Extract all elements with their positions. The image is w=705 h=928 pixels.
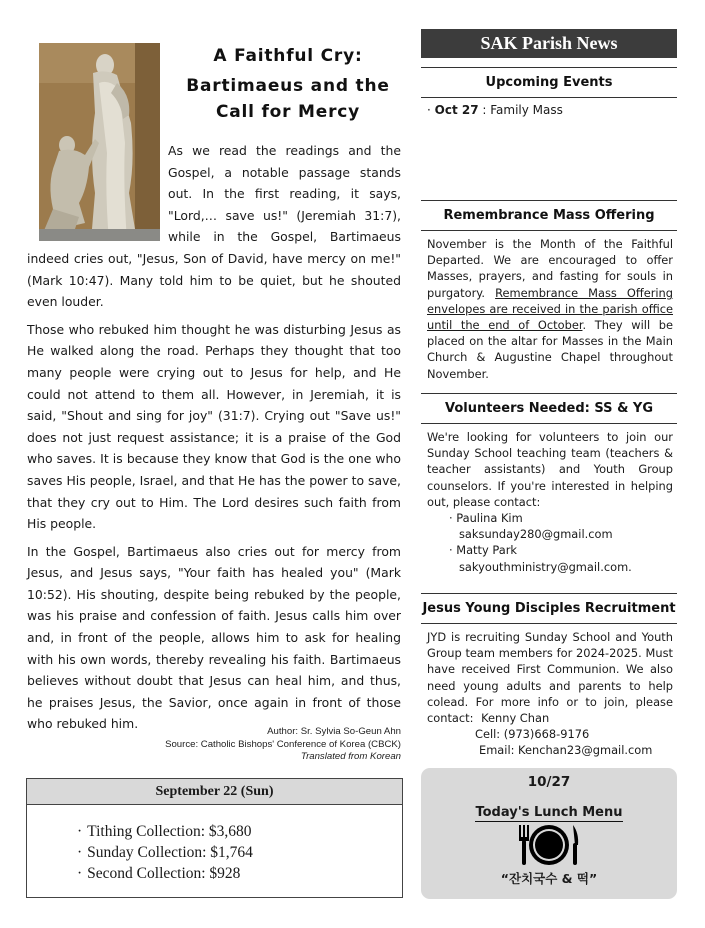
contact-email[interactable]: saksunday280@gmail.com [459,527,613,542]
jyd-text: JYD is recruiting Sunday School and Youth Group team members for 2024-2025. Must have received First Communion. We also need young adults and parents to help colead. For more info or to join, please contact: Kenny Chan Cell: (973)668-9176 Email: Kenchan23@gmail.com [427,630,673,758]
collection-date: September 22 (Sun) [27,779,402,805]
article-author: Author: Sr. Sylvia So-Geun Ahn [267,726,401,737]
upcoming-events-heading: Upcoming Events [421,67,677,98]
contact-name: · Matty Park [449,543,517,557]
article-translation-note: Translated from Korean [300,751,401,762]
volunteers-text: We're looking for volunteers to join our Sunday School teaching team (teachers & teacher assistants) and Youth Group counselors. If you're interested in helping out, please contact: · Paulina Kim saksunday280@gmail.com · Matty Park sakyouthministry@gmail.com. [427,429,673,575]
contact-email[interactable]: sakyouthministry@gmail.com. [459,559,632,574]
article-paragraph: As we read the readings and the Gospel, a notable passage stands out. In the first reading, it says, "Lord,… save us!" (Jeremiah 31:7), while in the Gospel, Bartimaeus indeed cries out, "Jesus, Son of David, have mercy on me!" (Mark 10:47). Many told him to be quiet, but he shouted even louder. [27,143,401,310]
volunteer-contact [449,510,673,542]
article-paragraph: In the Gospel, Bartimaeus also cries out for mercy from Jesus, and Jesus says, "Your faith has healed you" (Mark 10:52). His shouting, despite being rebuked by the people, was his praise and confession of faith. Jesus calls him over and, in front of the people, allows him to ask for healing with his own words, thereby revealing his faith. Bartimaeus believes without doubt that Jesus can heal him, and thus, he praises Jesus, the Savior, once again in front of those who rebuked him. [27,543,401,732]
lunch-menu-box [421,768,677,899]
collection-list [77,821,402,884]
remembrance-text: November is the Month of the Faithful Departed. We are encouraged to offer Masses, prayers, and fasting for souls in purgatory. Remembrance Mass Offering envelopes are received in the parish office until the end of October. They will be placed on the altar for Masses in the Main Church & Augustine Chapel throughout November. [427,237,674,381]
lunch-dish: “잔치국수 & 떡” [500,871,598,886]
article-title [175,43,401,125]
article-title-line2: Bartimaeus and the Call for Mercy [186,76,390,122]
jyd-heading: Jesus Young Disciples Recruitment [421,593,677,624]
volunteer-contact [449,542,673,574]
jyd-email[interactable]: Email: Kenchan23@gmail.com [479,743,653,758]
collection-box [26,778,403,898]
event-name: Family Mass [490,103,563,117]
upcoming-events-list [427,101,673,119]
event-date: Oct 27 [434,103,479,117]
volunteers-heading: Volunteers Needed: SS & YG [421,393,677,424]
remembrance-deadline: Remembrance Mass Offering envelopes are received in the parish office until the end of October [427,285,674,333]
article-title-line1: A Faithful Cry: [213,46,363,66]
jyd-cell: Cell: (973)668-9176 [475,727,590,742]
lunch-title: Today's Lunch Menu [475,805,623,820]
event-item: · Oct 27 : Family Mass [427,103,563,117]
article-credits [27,726,401,764]
parish-news-banner: SAK Parish News [421,29,677,58]
article-paragraph: Those who rebuked him thought he was disturbing Jesus as He walked along the road. Perhaps they thought that too many people were crying out to Jesus for help, and He could not attend to them all. However, in Jeremiah, it is said, "Shout and sing for joy" (31:7). Crying out "Save us!" does not just request assistance; it is a praise of the God who saves. It is because they know that God is the one who saves His people, Israel, and that He has the power to save, that they cry out to Him. The Lord desires such faith from His people. [27,321,401,532]
article-body [27,140,401,741]
collection-item: · Tithing Collection: $3,680 [77,821,402,842]
collection-item: · Second Collection: $928 [77,863,402,884]
collection-item: · Sunday Collection: $1,764 [77,842,402,863]
plate-fork-knife-icon [517,823,581,871]
remembrance-heading: Remembrance Mass Offering [421,200,677,231]
lunch-date: 10/27 [527,774,571,790]
jyd-contact-name: Kenny Chan [481,711,550,726]
article-source: Source: Catholic Bishops' Conference of Korea (CBCK) [165,738,401,750]
contact-name: · Paulina Kim [449,511,523,525]
